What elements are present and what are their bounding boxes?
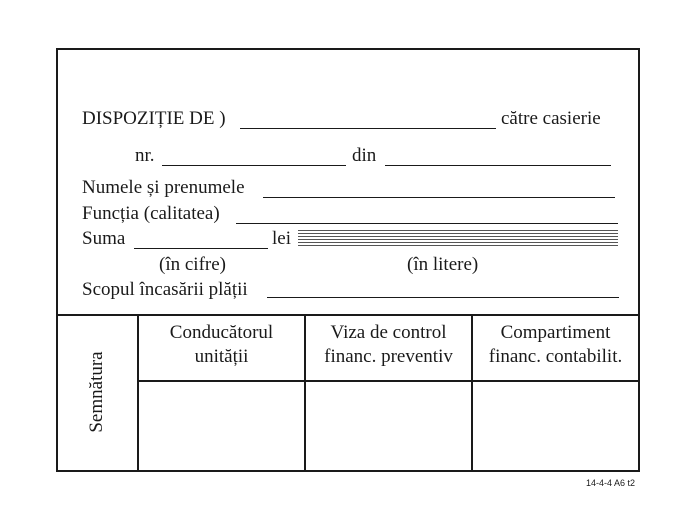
date-blank[interactable] [385,165,611,166]
form-code: 14-4-4 A6 t2 [586,478,636,488]
sum-figures-blank[interactable] [134,248,268,249]
purpose-blank[interactable] [267,297,619,298]
name-blank[interactable] [263,197,615,198]
lei-label: lei [272,228,291,249]
column-header-accounting: Compartiment financ. contabilit. [488,322,623,367]
signature-table-top-border [58,314,638,316]
title-blank[interactable] [240,128,496,129]
cash-disposition-form [56,48,640,472]
in-letters-caption: (în litere) [407,254,479,275]
nr-blank[interactable] [162,165,346,166]
signature-cell-control-visa[interactable] [306,382,471,470]
function-blank[interactable] [236,223,618,224]
din-label: din [352,145,377,166]
to-cashier-label: către casierie [501,108,601,129]
signature-cell-accounting[interactable] [473,382,638,470]
name-label: Numele și prenumele [82,177,245,198]
column-header-control-visa: Viza de control financ. preventiv [324,322,453,367]
form-title: DISPOZIȚIE DE ) [82,108,226,129]
in-figures-caption: (în cifre) [159,254,226,275]
sum-letters-blank[interactable] [298,230,618,248]
column-header-manager: Conducătorul unității [169,322,274,367]
purpose-label: Scopul încasării plății [82,279,248,300]
function-label: Funcția (calitatea) [82,203,220,224]
signature-cell-manager[interactable] [139,382,304,470]
signature-label: Semnătura [86,351,107,433]
sum-label: Suma [82,228,126,249]
nr-label: nr. [135,145,155,166]
